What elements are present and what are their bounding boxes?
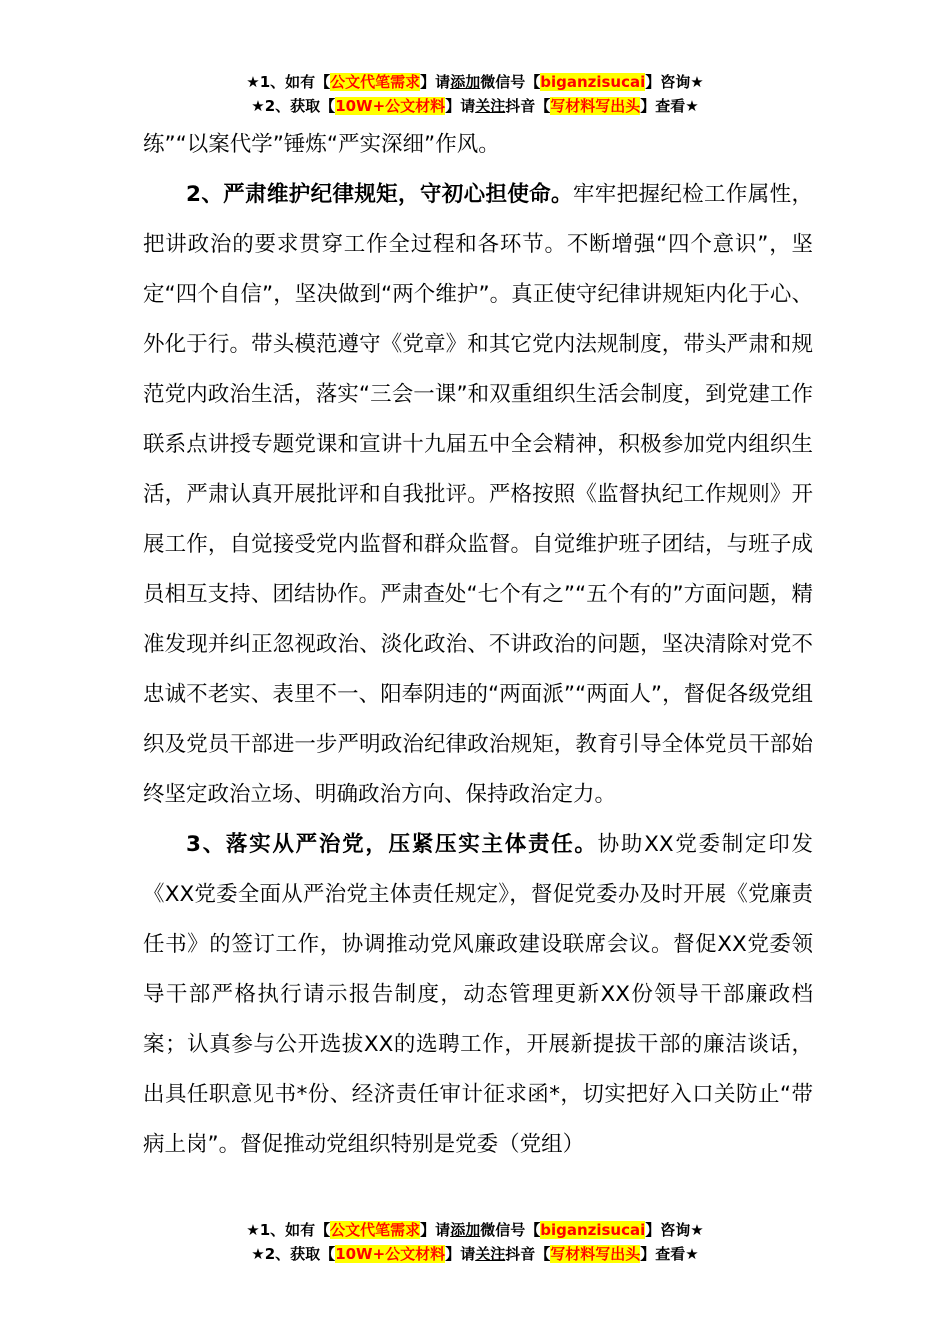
notice-line-1 xyxy=(0,70,950,94)
paragraph-text: 牢牢把握纪检工作属性，把讲政治的要求贯穿工作全过程和各环节。不断增强“四个意识”，坚定“四个自信”，坚决做到“两个维护”。真正使守纪律讲规矩内化于心、外化于行。带头模范遵守《党章》和其它党内法规制度，带头严肃和规范党内政治生活，落实“三会一课”和双重组织生活会制度，到党建工作联系点讲授专题党课和宣讲十九届五中全会精神，积极参加党内组织生活，严肃认真开展批评和自我批评。严格按照《监督执纪工作规则》开展工作，自觉接受党内监督和群众监督。自觉维护班子团结，与班子成员相互支持、团结协作。严肃查处“七个有之”“五个有的”方面问题，精准发现并纠正忽视政治、淡化政治、不讲政治的问题，坚决清除对党不忠诚不老实、表里不一、阳奉阴违的“两面派”“两面人”，督促各级党组织及党员干部进一步严明政治纪律政治规矩，教育引导全体党员干部始终坚定政治立场、明确政治方向、保持政治定力。 xyxy=(143,182,813,807)
notice-text: 抖音【 xyxy=(505,1245,551,1263)
header-notice xyxy=(0,70,950,118)
notice-text: 抖音【 xyxy=(505,97,551,115)
notice-text: 】咨询★ xyxy=(645,73,704,91)
paragraph-continued: 练”“以案代学”锤炼“严实深细”作风。 xyxy=(143,132,500,157)
highlight-douyin-account: 写材料写出头 xyxy=(550,1245,641,1263)
notice-underlined: 添加 xyxy=(450,1221,481,1239)
notice-text: ★2、获取【 xyxy=(251,97,336,115)
notice-text: ★2、获取【 xyxy=(251,1245,336,1263)
notice-text: 】请 xyxy=(420,73,451,91)
highlight-service: 公文代笔需求 xyxy=(330,1221,421,1239)
notice-underlined: 关注 xyxy=(475,97,506,115)
paragraph-heading: 3、落实从严治党，压紧压实主体责任。 xyxy=(186,832,598,857)
notice-text: 】请 xyxy=(420,1221,451,1239)
notice-line-2 xyxy=(0,1242,950,1266)
notice-text: 】请 xyxy=(445,1245,476,1263)
notice-line-1 xyxy=(0,1218,950,1242)
notice-text: ★1、如有【 xyxy=(246,1221,331,1239)
notice-text: 】查看★ xyxy=(640,1245,699,1263)
highlight-materials: 10W+公文材料 xyxy=(335,97,446,115)
paragraph-text: 协助XX党委制定印发《XX党委全面从严治党主体责任规定》，督促党委办及时开展《党廉责任书》的签订工作，协调推动党风廉政建设联席会议。督促XX党委领导干部严格执行请示报告制度，动态管理更新XX份领导干部廉政档案；认真参与公开选拔XX的选聘工作，开展新提拔干部的廉洁谈话，出具任职意见书*份、经济责任审计征求函*，切实把好入口关防止“带病上岗”。督促推动党组织特别是党委（党组） xyxy=(143,832,813,1157)
footer-notice xyxy=(0,1218,950,1266)
notice-text: 微信号【 xyxy=(480,1221,541,1239)
notice-text: 】咨询★ xyxy=(645,1221,704,1239)
notice-text: 】查看★ xyxy=(640,97,699,115)
notice-text: 微信号【 xyxy=(480,73,541,91)
highlight-materials: 10W+公文材料 xyxy=(335,1245,446,1263)
paragraph-heading: 2、严肃维护纪律规矩，守初心担使命。 xyxy=(186,182,573,207)
paragraph-3 xyxy=(143,820,813,1170)
document-body xyxy=(143,120,813,1170)
notice-text: 】请 xyxy=(445,97,476,115)
highlight-service: 公文代笔需求 xyxy=(330,73,421,91)
paragraph-2 xyxy=(143,170,813,820)
notice-text: ★1、如有【 xyxy=(246,73,331,91)
notice-underlined: 关注 xyxy=(475,1245,506,1263)
highlight-douyin-account: 写材料写出头 xyxy=(550,97,641,115)
highlight-wechat-id: biganzisucai xyxy=(540,1221,646,1239)
highlight-wechat-id: biganzisucai xyxy=(540,73,646,91)
notice-line-2 xyxy=(0,94,950,118)
notice-underlined: 添加 xyxy=(450,73,481,91)
